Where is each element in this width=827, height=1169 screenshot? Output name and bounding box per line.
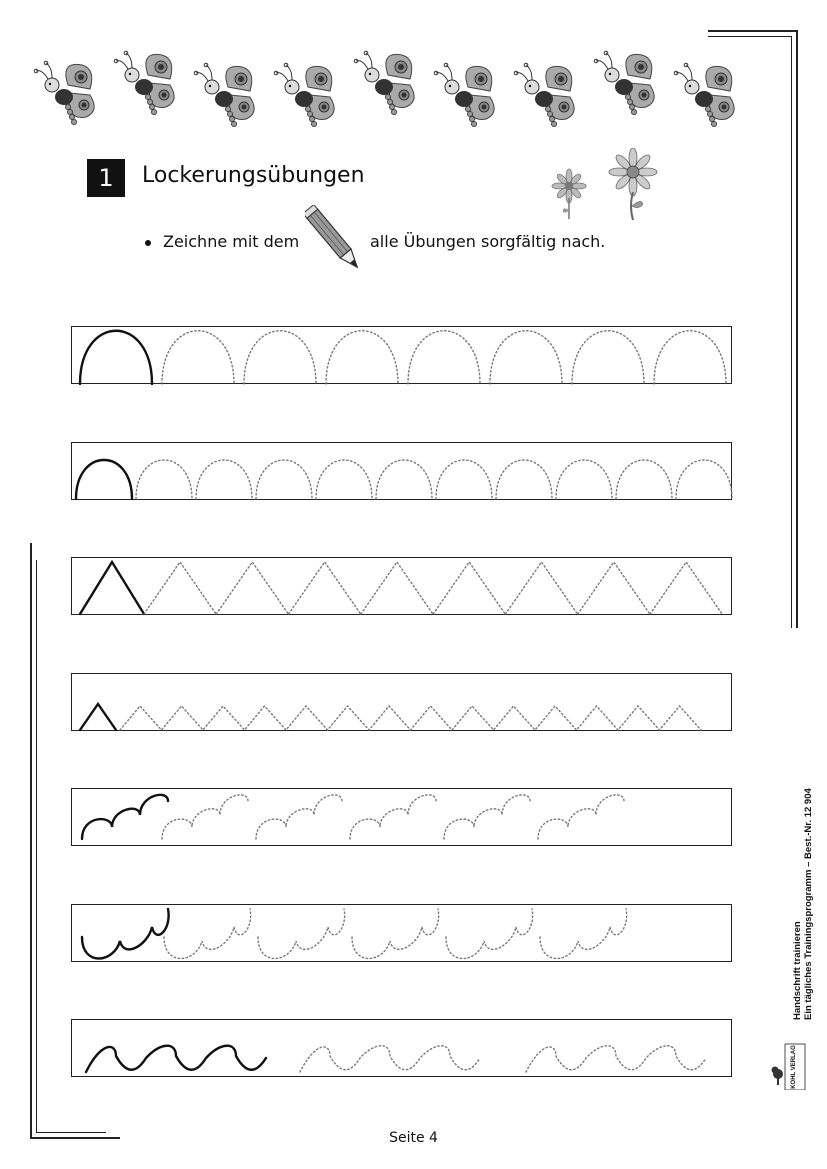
dotted-trace: [376, 460, 432, 499]
exercise-row-small-arch: [71, 442, 732, 500]
dotted-trace: [540, 909, 627, 959]
dotted-trace: [136, 460, 192, 499]
dotted-trace: [244, 331, 316, 384]
dotted-trace: [538, 795, 624, 839]
pencil-icon: [305, 205, 367, 280]
publisher-logo-icon: [770, 1030, 810, 1090]
solid-stroke: [76, 460, 132, 499]
frame-top-right-line-inner: [708, 36, 792, 37]
publisher-name: KOHL VERLAG: [791, 1045, 797, 1089]
solid-stroke: [82, 909, 169, 959]
row-small-zigzag-drawing: [72, 674, 733, 732]
exercise-row-wave: [71, 1019, 732, 1077]
butterfly-icon: [430, 57, 510, 137]
dotted-trace: [350, 795, 436, 839]
dotted-trace: [120, 706, 701, 730]
dotted-trace: [162, 795, 248, 839]
exercise-row-small-zigzag: [71, 673, 732, 731]
frame-right-vertical: [796, 30, 798, 628]
sidebar-line-1: Handschrift trainieren: [792, 921, 803, 1020]
dotted-trace: [258, 909, 345, 959]
dotted-trace: [256, 460, 312, 499]
instruction-part-1: Zeichne mit dem: [163, 232, 300, 251]
dotted-trace: [162, 331, 234, 384]
dotted-trace: [144, 562, 722, 614]
butterfly-icon: [190, 57, 270, 137]
dotted-trace: [164, 909, 251, 959]
frame-right-vertical-inner: [791, 36, 792, 628]
dotted-trace: [300, 1046, 480, 1072]
page-number: Seite 4: [389, 1130, 438, 1146]
exercise-row-rising-loops: [71, 788, 732, 846]
dotted-trace: [556, 460, 612, 499]
exercise-title: Lockerungsübungen: [142, 163, 365, 188]
frame-left-vertical: [30, 543, 32, 1139]
exercise-row-cup-loops: [71, 904, 732, 962]
solid-stroke: [82, 795, 168, 839]
row-large-zigzag-drawing: [72, 558, 733, 616]
flower-icon: [605, 148, 661, 222]
dotted-trace: [526, 1046, 706, 1072]
butterfly-icon: [590, 45, 670, 125]
row-wave-drawing: [72, 1020, 733, 1078]
instruction-part-2: alle Übungen sorgfältig nach.: [370, 232, 606, 251]
dotted-trace: [616, 460, 672, 499]
dotted-trace: [326, 331, 398, 384]
solid-stroke: [80, 562, 144, 614]
dotted-trace: [654, 331, 726, 384]
dotted-trace: [676, 460, 732, 499]
bullet-icon: [145, 240, 151, 246]
dotted-trace: [436, 460, 492, 499]
instruction-text: [145, 232, 299, 251]
row-small-arch-drawing: [72, 443, 733, 501]
butterfly-border: [30, 45, 760, 135]
dotted-trace: [490, 331, 562, 384]
exercise-row-large-arch: [71, 326, 732, 384]
butterfly-icon: [670, 57, 750, 137]
sidebar-publication-info: [792, 788, 814, 1020]
dotted-trace: [446, 909, 533, 959]
dotted-trace: [316, 460, 372, 499]
butterfly-icon: [30, 55, 110, 135]
dotted-trace: [408, 331, 480, 384]
frame-top-right-line: [708, 30, 798, 32]
dotted-trace: [256, 795, 342, 839]
frame-left-vertical-inner: [36, 560, 37, 1133]
row-cup-loops-drawing: [72, 905, 733, 963]
butterfly-icon: [350, 45, 430, 125]
dotted-trace: [196, 460, 252, 499]
dotted-trace: [444, 795, 530, 839]
dotted-trace: [572, 331, 644, 384]
exercise-row-large-zigzag: [71, 557, 732, 615]
row-large-arch-drawing: [72, 327, 733, 385]
dotted-trace: [352, 909, 439, 959]
solid-stroke: [86, 1046, 266, 1072]
sidebar-line-2: Ein tägliches Trainingsprogramm – Best.-Nr. 12 904: [803, 788, 814, 1020]
butterfly-icon: [510, 57, 590, 137]
row-rising-loops-drawing: [72, 789, 733, 847]
butterfly-icon: [270, 57, 350, 137]
flower-icon: [548, 168, 590, 220]
dotted-trace: [496, 460, 552, 499]
exercise-number: 1: [87, 159, 125, 197]
butterfly-icon: [110, 45, 190, 125]
solid-stroke: [80, 331, 152, 384]
solid-stroke: [80, 704, 116, 730]
